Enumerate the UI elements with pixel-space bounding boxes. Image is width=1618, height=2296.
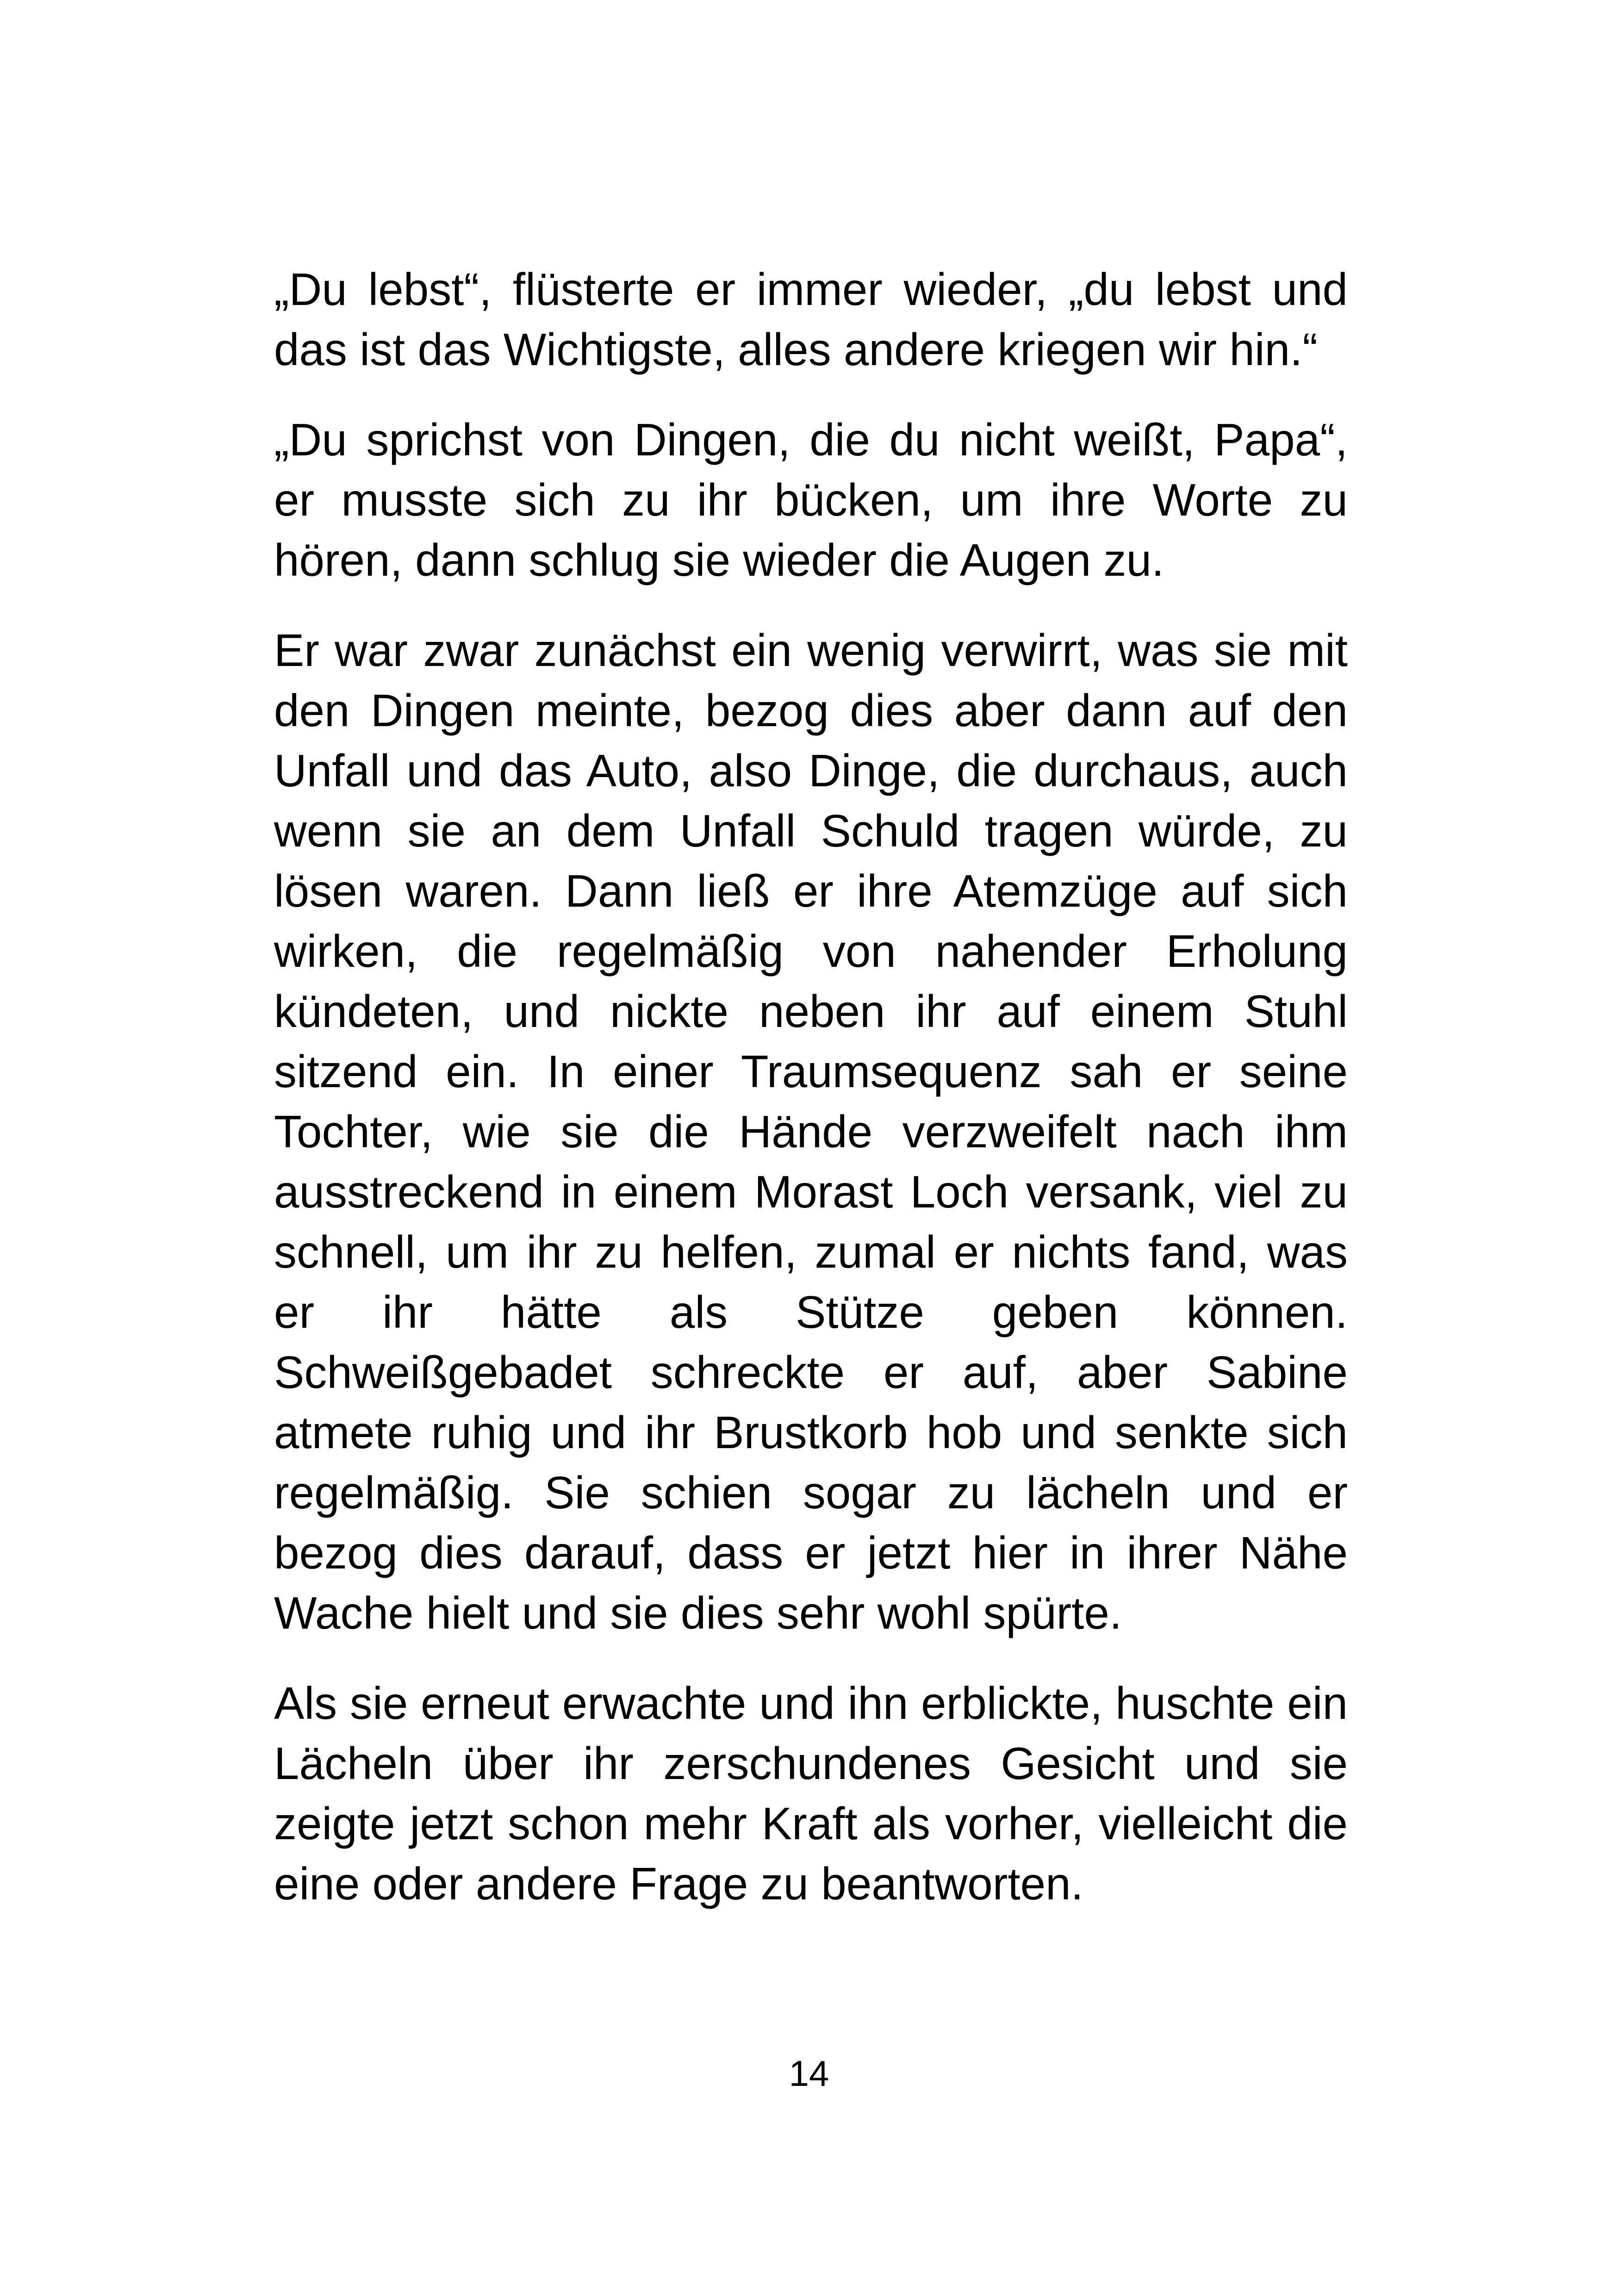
page-number: 14 — [789, 2053, 829, 2094]
paragraph-4: Als sie erneut erwachte und ihn erblickte, huschte ein Lächeln über ihr zerschundenes Gesicht und sie zeigte jetzt schon mehr Kraft als vorher, vielleicht die eine oder andere Frage zu beantworten. — [274, 1678, 1348, 1909]
paragraph-3: Er war zwar zunächst ein wenig verwirrt, was sie mit den Dingen meinte, bezog dies aber dann auf den Unfall und das Auto, also Dinge, die durchaus, auch wenn sie an dem Unfall Schuld tragen würde, zu lösen waren. Dann ließ er ihre Atemzüge auf sich wirken, die regelmäßig von nahender Erholung kündeten, und nickte neben ihr auf einem Stuhl sitzend ein. In einer Traumsequenz sah er seine Tochter, wie sie die Hände verzweifelt nach ihm ausstreckend in einem Morast Loch versank, viel zu schnell, um ihr zu helfen, zumal er nichts fand, was er ihr hätte als Stütze geben können. Schweißgebadet schreckte er auf, aber Sabine atmete ruhig und ihr Brustkorb hob und senkte sich regelmäßig. Sie schien sogar zu lächeln und er bezog dies darauf, dass er jetzt hier in ihrer Nähe Wache hielt und sie dies sehr wohl spürte. — [274, 625, 1348, 1638]
paragraph-2: „Du sprichst von Dingen, die du nicht weißt, Papa“, er musste sich zu ihr bücken, um ihre Worte zu hören, dann schlug sie wieder die Augen zu. — [274, 414, 1348, 585]
paragraph-1: „Du lebst“, flüsterte er immer wieder, „du lebst und das ist das Wichtigste, alles andere kriegen wir hin.“ — [274, 264, 1348, 375]
body-text — [274, 259, 1348, 1914]
